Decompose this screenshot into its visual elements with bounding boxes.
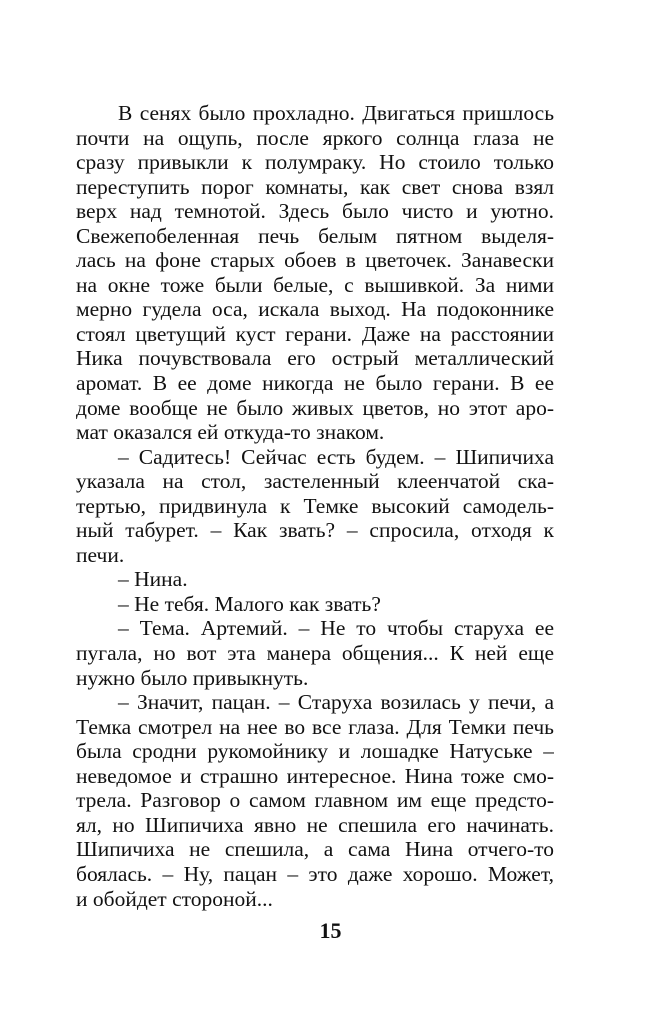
text-line: доме вообще не было живых цветов, но этот аро- xyxy=(76,395,554,420)
paragraph xyxy=(76,567,554,592)
text-line: нужно было привыкнуть. xyxy=(76,665,309,690)
text-line: мерно гудела оса, искала выход. На подоконнике xyxy=(76,297,554,322)
text-line: ный табурет. – Как звать? – спросила, отходя к xyxy=(76,518,554,543)
text-line: – Значит, пацан. – Старуха возилась у печи, а xyxy=(118,690,554,715)
text-line: печи. xyxy=(76,542,125,567)
text-line: аромат. В ее доме никогда не было герани. В ее xyxy=(76,371,554,396)
text-line: – Нина. xyxy=(118,567,188,592)
text-line: боялась. – Ну, пацан – это даже хорошо. Может, xyxy=(76,861,554,886)
text-line: Темка смотрел на нее во все глаза. Для Темки печь xyxy=(76,714,554,739)
text-line: сразу привыкли к полумраку. Но стоило только xyxy=(76,150,554,175)
text-line: и обойдет стороной... xyxy=(76,886,273,911)
text-line: мат оказался ей откуда-то знаком. xyxy=(76,420,385,445)
text-line: указала на стол, застеленный клеенчатой ска- xyxy=(76,469,554,494)
text-line: Ника почувствовала его острый металлический xyxy=(76,346,554,371)
paragraph xyxy=(76,101,554,445)
text-line: – Садитесь! Сейчас есть будем. – Шипичиха xyxy=(118,444,554,469)
text-line: верх над темнотой. Здесь было чисто и уютно. xyxy=(76,199,554,224)
text-line: – Тема. Артемий. – Не то чтобы старуха ее xyxy=(118,616,554,641)
paragraph xyxy=(76,616,554,690)
text-line: стоял цветущий куст герани. Даже на расстоянии xyxy=(76,321,554,346)
text-line: ял, но Шипичиха явно не спешила его начинать. xyxy=(76,812,554,837)
paragraph xyxy=(76,592,554,617)
text-line: Шипичиха не спешила, а сама Нина отчего-то xyxy=(76,837,554,862)
text-line: неведомое и страшно интересное. Нина тоже смо- xyxy=(76,763,554,788)
text-line: Свежепобеленная печь белым пятном выделя- xyxy=(76,223,554,248)
text-line: В сенях было прохладно. Двигаться пришлось xyxy=(118,101,554,125)
text-line: на окне тоже были белые, с вышивкой. За ними xyxy=(76,272,554,297)
text-line: почти на ощупь, после яркого солнца глаза не xyxy=(76,125,554,150)
text-line: была сродни рукомойнику и лошадке Натуське – xyxy=(76,739,554,764)
page-text xyxy=(76,101,554,911)
page-number: 15 xyxy=(319,918,342,943)
text-line: трела. Разговор о самом главном им еще предсто- xyxy=(76,788,554,813)
text-line: пугала, но вот эта манера общения... К ней еще xyxy=(76,641,554,666)
text-line: переступить порог комнаты, как свет снова взял xyxy=(76,174,554,199)
text-line: тертью, придвинула к Темке высокий самодель- xyxy=(76,493,554,518)
text-line: – Не тебя. Малого как звать? xyxy=(118,591,381,616)
paragraph xyxy=(76,445,554,568)
paragraph xyxy=(76,690,554,911)
text-line: лась на фоне старых обоев в цветочек. Занавески xyxy=(76,248,554,273)
